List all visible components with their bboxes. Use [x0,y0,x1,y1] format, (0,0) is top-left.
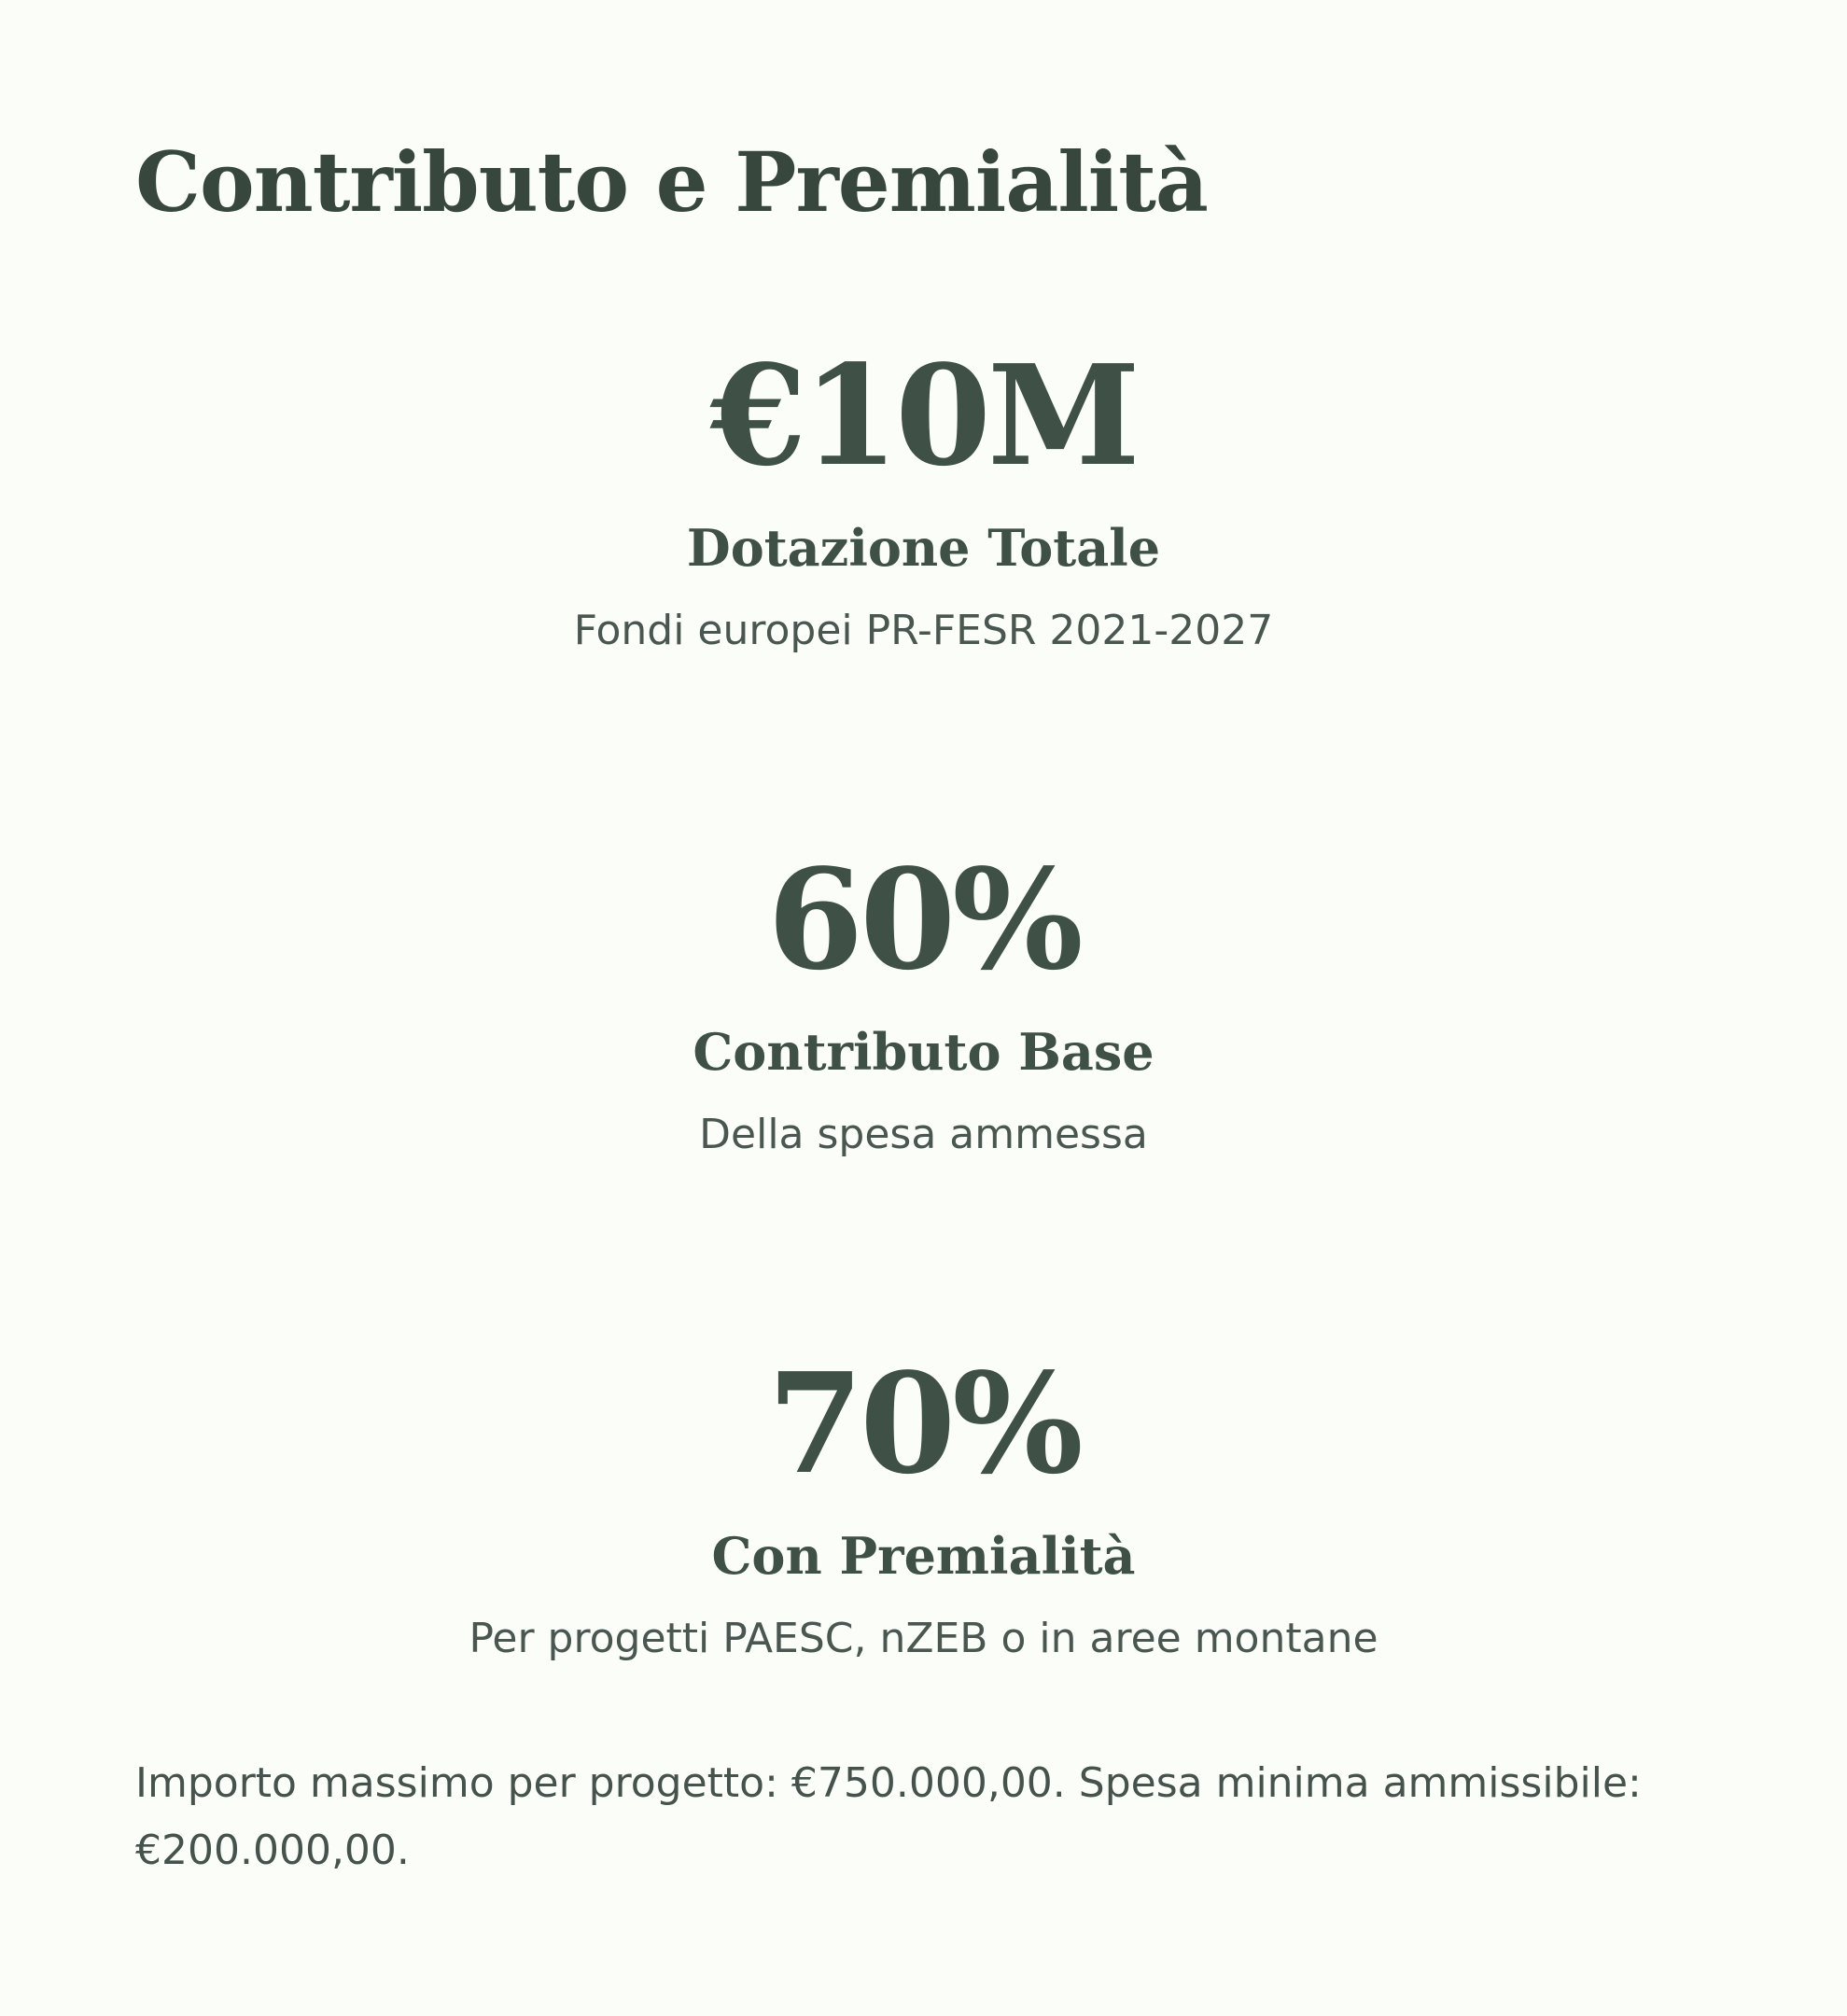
stat-premium-contribution [0,1344,1847,1667]
section-title: Contributo e Premialità [135,133,1208,231]
funding-footnote: Importo massimo per progetto: €750.000,00. Spesa minima ammissibile: €200.000,00. [135,1759,1642,1874]
stat-label: Contributo Base [693,1022,1154,1082]
stat-description: Fondi europei PR-FESR 2021-2027 [573,607,1274,654]
stat-value: 60% [767,838,1080,1001]
stat-base-contribution [0,840,1847,1163]
stat-label: Dotazione Totale [686,518,1161,578]
stat-label: Con Premialità [711,1526,1136,1586]
stat-value: 70% [767,1342,1080,1505]
stat-value: €10M [710,334,1137,497]
stat-description: Della spesa ammessa [699,1111,1148,1158]
stat-total-allocation [0,336,1847,659]
stat-description: Per progetti PAESC, nZEB o in aree montane [469,1615,1378,1662]
